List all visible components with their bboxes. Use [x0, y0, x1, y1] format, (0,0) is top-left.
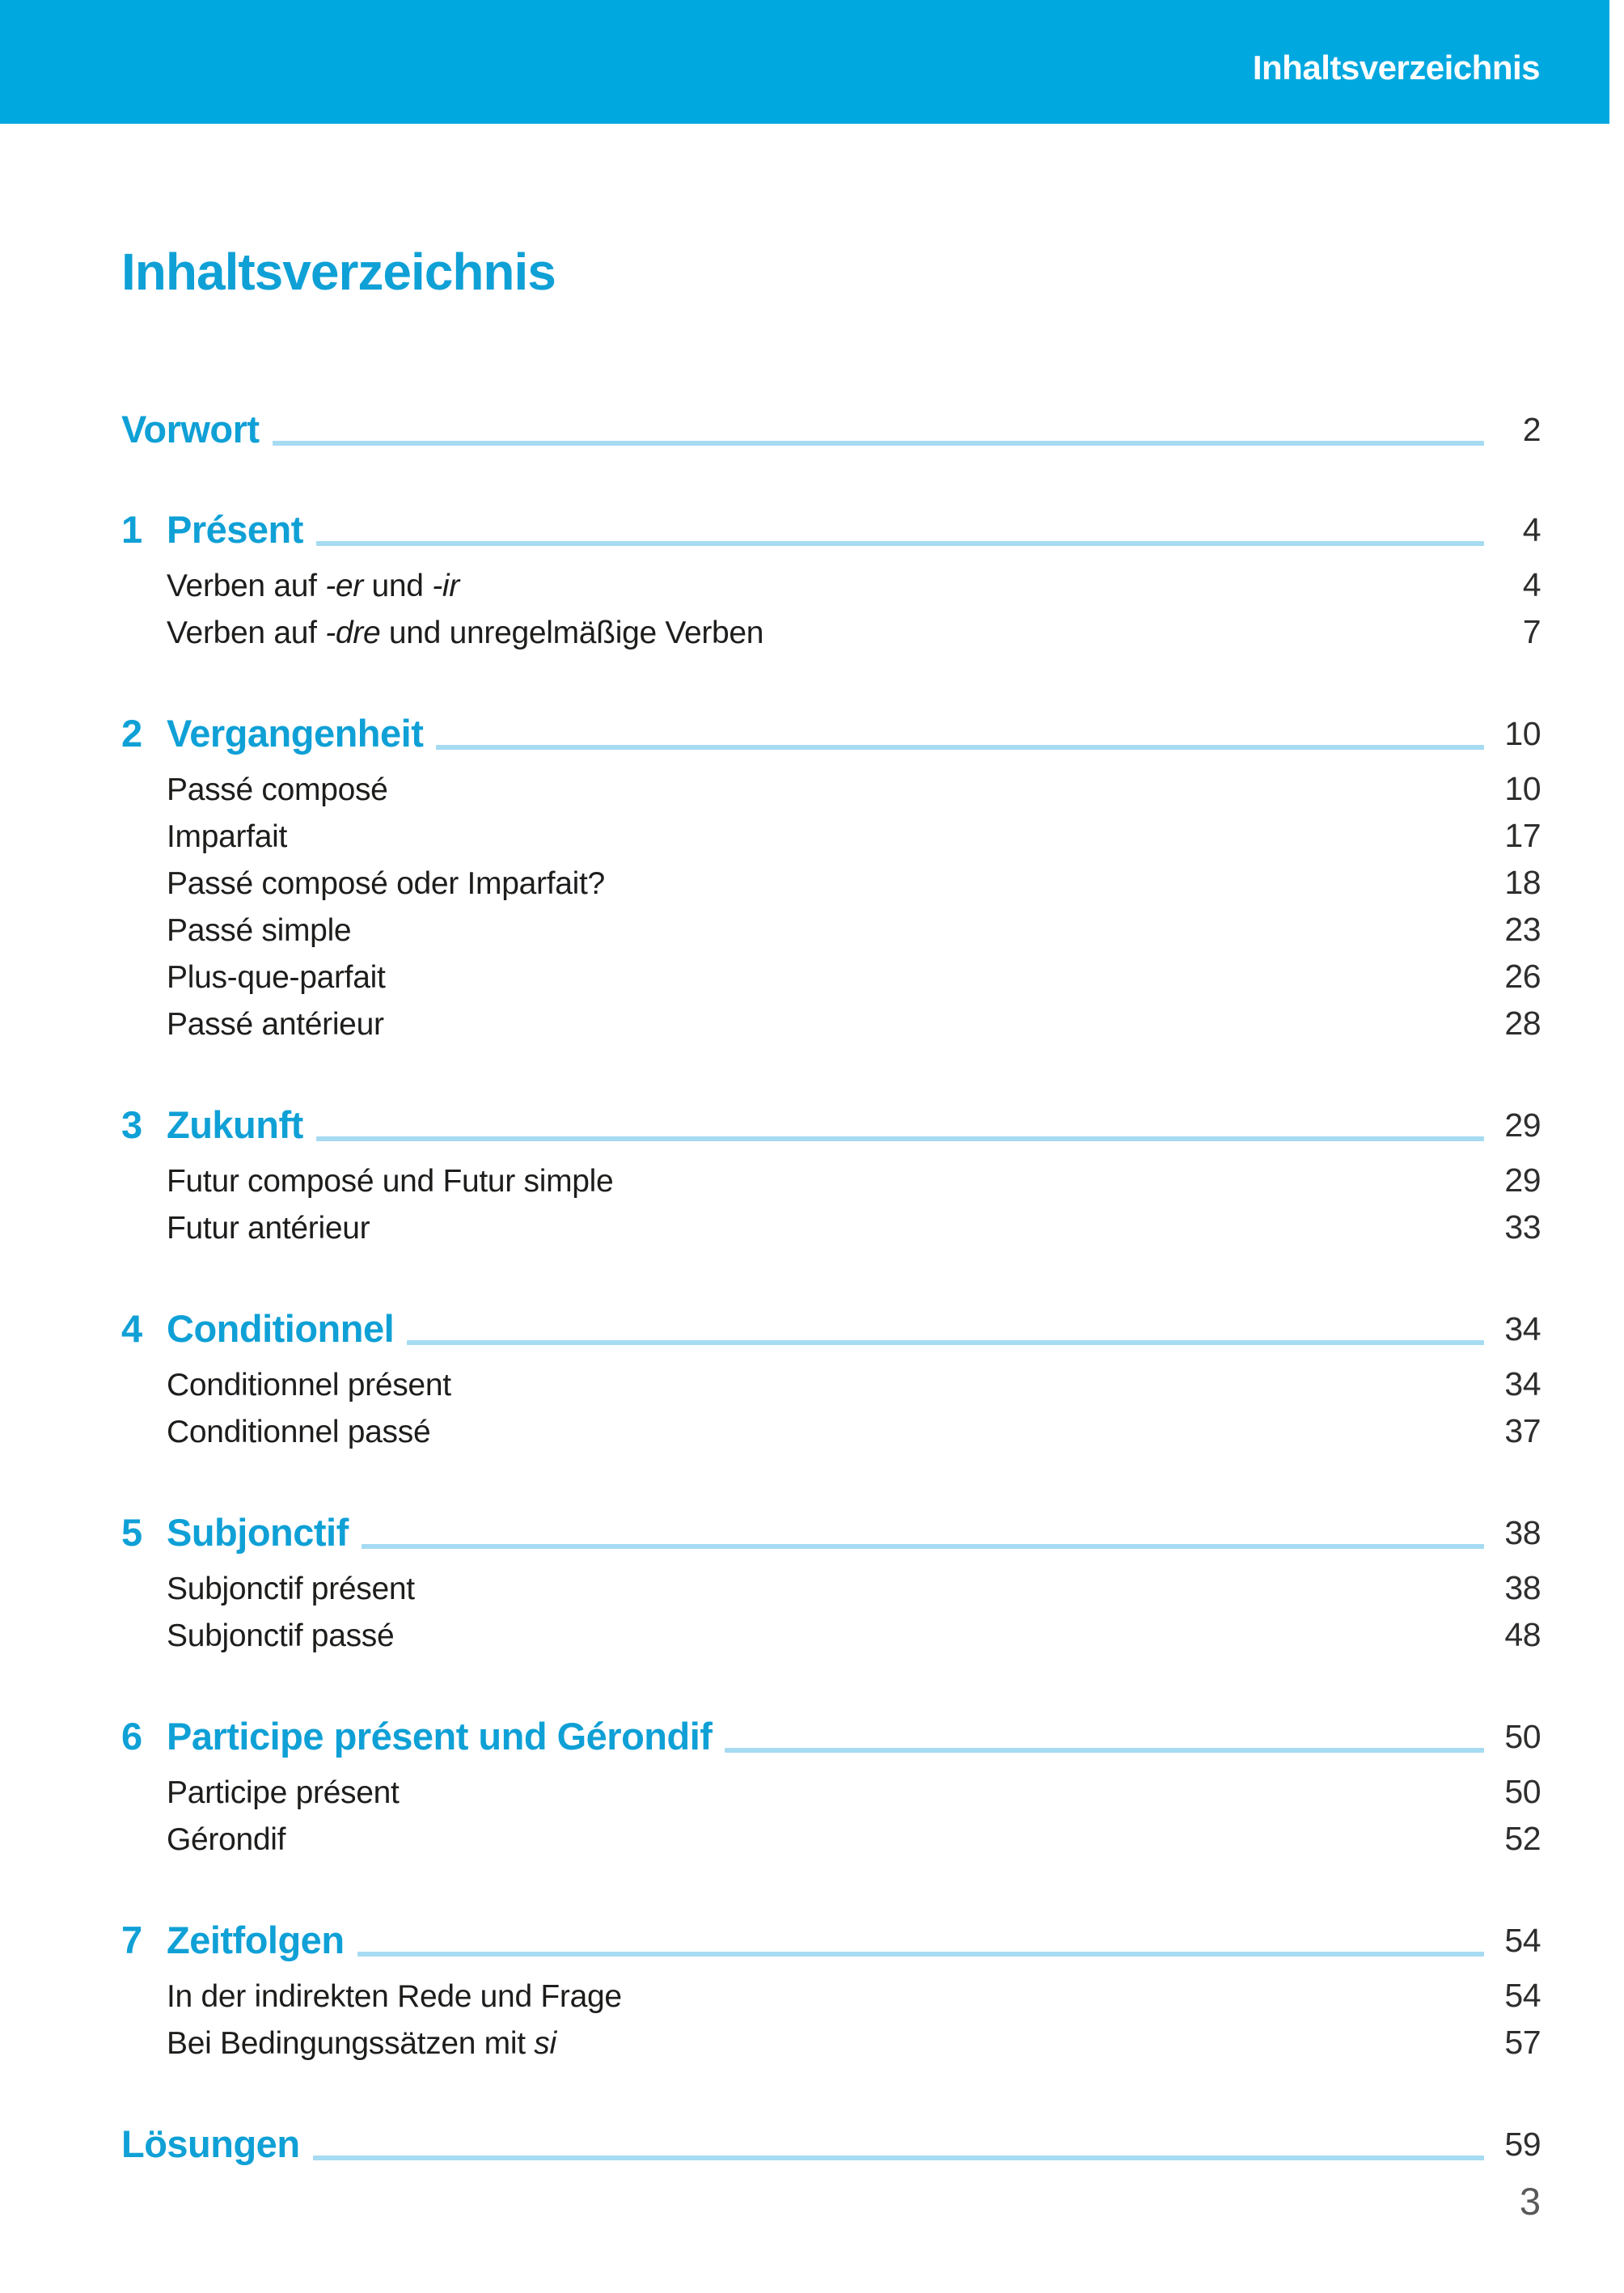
page-number: 26: [1504, 958, 1541, 996]
toc-subentry: [121, 1157, 1541, 1204]
header-bar-label: Inhaltsverzeichnis: [1252, 48, 1540, 87]
toc-subentry: [121, 1816, 1541, 1863]
subentry-text: Passé composé: [167, 772, 388, 808]
toc-section: [121, 1102, 1541, 1251]
subentry-text: -dre: [325, 616, 381, 651]
chapter-number: 3: [121, 1103, 142, 1147]
toc-subentry: [121, 813, 1541, 860]
page-number: 38: [1504, 1514, 1541, 1552]
chapter-number: 4: [121, 1307, 142, 1351]
page-number: 28: [1504, 1005, 1541, 1043]
subentry-text: -er: [325, 569, 363, 604]
chapter-number: 5: [121, 1511, 142, 1555]
subentry-label: [167, 861, 1492, 907]
toc-subentry: [121, 766, 1541, 813]
chapter-number: 2: [121, 712, 142, 755]
page-number: 37: [1504, 1412, 1541, 1450]
chapter-title: Conditionnel: [167, 1307, 395, 1351]
toc-subentry: [121, 2020, 1541, 2067]
page-number: 7: [1522, 613, 1541, 651]
page-number: 17: [1504, 817, 1541, 855]
subentry-label: [167, 1410, 1492, 1455]
page-number: 34: [1504, 1365, 1541, 1403]
toc-subentry: [121, 562, 1541, 609]
page-number: 54: [1504, 1977, 1541, 2015]
page-number: 48: [1504, 1616, 1541, 1654]
page-number: 54: [1504, 1922, 1541, 1960]
chapter-number: 6: [121, 1715, 142, 1758]
toc-subentry: [121, 1361, 1541, 1408]
subentry-text: Futur antérieur: [167, 1211, 370, 1246]
page-number: 4: [1522, 511, 1541, 549]
toc-subentry: [121, 609, 1541, 656]
toc-entry: [121, 1714, 1541, 1759]
subentry-text: Passé antérieur: [167, 1007, 384, 1043]
subentry-text: si: [534, 2026, 556, 2062]
toc-entry: [121, 507, 1541, 552]
subentry-label: [167, 1567, 1492, 1612]
page-title: Inhaltsverzeichnis: [121, 243, 556, 301]
chapter-title: Lösungen: [121, 2122, 300, 2166]
leader-line: [273, 441, 1484, 446]
subentry-text: -ir: [432, 569, 459, 604]
subentry-label: [167, 1159, 1492, 1204]
chapter-title: Zukunft: [167, 1103, 303, 1147]
subentry-label: [167, 1002, 1492, 1047]
subentry-text: Plus-que-parfait: [167, 960, 386, 996]
toc-subentry: [121, 1408, 1541, 1455]
subentry-text: Passé composé oder Imparfait?: [167, 866, 605, 902]
subentry-label: [167, 1974, 1492, 2020]
toc-subentry: [121, 1001, 1541, 1047]
subentry-label: [167, 1363, 1492, 1408]
toc-subentry: [121, 907, 1541, 954]
page-number: 10: [1504, 715, 1541, 753]
toc-section: [121, 407, 1541, 452]
toc-subentry: [121, 1612, 1541, 1659]
toc-section: [121, 507, 1541, 656]
chapter-title: Subjonctif: [167, 1511, 349, 1555]
leader-line: [436, 745, 1484, 750]
page-number: 23: [1504, 911, 1541, 949]
toc-section: [121, 2122, 1541, 2167]
toc-entry: [121, 2122, 1541, 2167]
toc-entry: [121, 1102, 1541, 1148]
subentry-text: In der indirekten Rede und Frage: [167, 1979, 622, 2015]
subentry-text: Imparfait: [167, 819, 288, 855]
subentry-label: [167, 1771, 1492, 1816]
toc-subentry: [121, 860, 1541, 907]
chapter-number: 1: [121, 508, 142, 552]
page-number: 18: [1504, 864, 1541, 902]
chapter-title: Zeitfolgen: [167, 1919, 345, 1962]
toc-entry: [121, 407, 1541, 452]
toc-section: [121, 711, 1541, 1047]
toc-subentry: [121, 1973, 1541, 2020]
leader-line: [357, 1952, 1484, 1957]
toc-subentry: [121, 1204, 1541, 1251]
leader-line: [725, 1748, 1484, 1753]
footer-page-number: 3: [1519, 2180, 1541, 2223]
subentry-text: Bei Bedingungssätzen mit: [167, 2026, 535, 2062]
header-bar: [0, 0, 1609, 124]
subentry-label: [167, 908, 1492, 954]
subentry-label: [167, 955, 1492, 1001]
leader-line: [407, 1340, 1484, 1345]
subentry-text: Conditionnel passé: [167, 1415, 431, 1450]
subentry-label: [167, 2021, 1492, 2067]
chapter-title: Participe présent und Gérondif: [167, 1715, 713, 1758]
chapter-number: 7: [121, 1919, 142, 1962]
toc-subentry: [121, 1565, 1541, 1612]
page-number: 2: [1522, 411, 1541, 449]
subentry-label: [167, 1614, 1492, 1659]
toc-entry: [121, 711, 1541, 756]
page-number: 50: [1504, 1773, 1541, 1811]
subentry-text: Participe présent: [167, 1775, 400, 1811]
subentry-label: [167, 768, 1492, 813]
subentry-text: Verben auf: [167, 569, 326, 604]
subentry-text: Futur composé und Futur simple: [167, 1164, 614, 1199]
subentry-text: Passé simple: [167, 913, 352, 949]
leader-line: [316, 1136, 1484, 1141]
toc-subentry: [121, 1769, 1541, 1816]
subentry-label: [167, 564, 1492, 609]
page-number: 57: [1504, 2024, 1541, 2062]
toc-entry: [121, 1306, 1541, 1352]
leader-line: [313, 2156, 1484, 2160]
subentry-text: und unregelmäßige Verben: [380, 616, 764, 651]
leader-line: [316, 541, 1484, 546]
page-number: 33: [1504, 1208, 1541, 1246]
page-number: 38: [1504, 1569, 1541, 1607]
subentry-text: Gérondif: [167, 1822, 286, 1858]
subentry-label: [167, 1817, 1492, 1863]
page-number: 29: [1504, 1106, 1541, 1144]
toc-subentry: [121, 954, 1541, 1001]
leader-line: [362, 1544, 1484, 1549]
chapter-title: Vorwort: [121, 408, 260, 451]
chapter-title: Présent: [167, 508, 303, 552]
subentry-label: [167, 611, 1492, 656]
chapter-title: Vergangenheit: [167, 712, 424, 755]
subentry-text: und: [362, 569, 433, 604]
toc-entry: [121, 1918, 1541, 1963]
subentry-label: [167, 814, 1492, 860]
toc-section: [121, 1918, 1541, 2067]
page-content: [121, 243, 1541, 2167]
page-number: 50: [1504, 1718, 1541, 1756]
toc-section: [121, 1510, 1541, 1659]
subentry-label: [167, 1206, 1492, 1251]
subentry-text: Subjonctif présent: [167, 1572, 415, 1607]
subentry-text: Subjonctif passé: [167, 1618, 395, 1654]
toc-section: [121, 1306, 1541, 1455]
subentry-text: Verben auf: [167, 616, 326, 651]
page-number: 4: [1522, 566, 1541, 604]
page-number: 59: [1504, 2126, 1541, 2164]
page-number: 10: [1504, 770, 1541, 808]
page-number: 29: [1504, 1161, 1541, 1199]
toc: [121, 407, 1541, 2167]
subentry-text: Conditionnel présent: [167, 1368, 451, 1403]
toc-section: [121, 1714, 1541, 1863]
toc-entry: [121, 1510, 1541, 1555]
page-number: 52: [1504, 1820, 1541, 1858]
page-number: 34: [1504, 1310, 1541, 1348]
